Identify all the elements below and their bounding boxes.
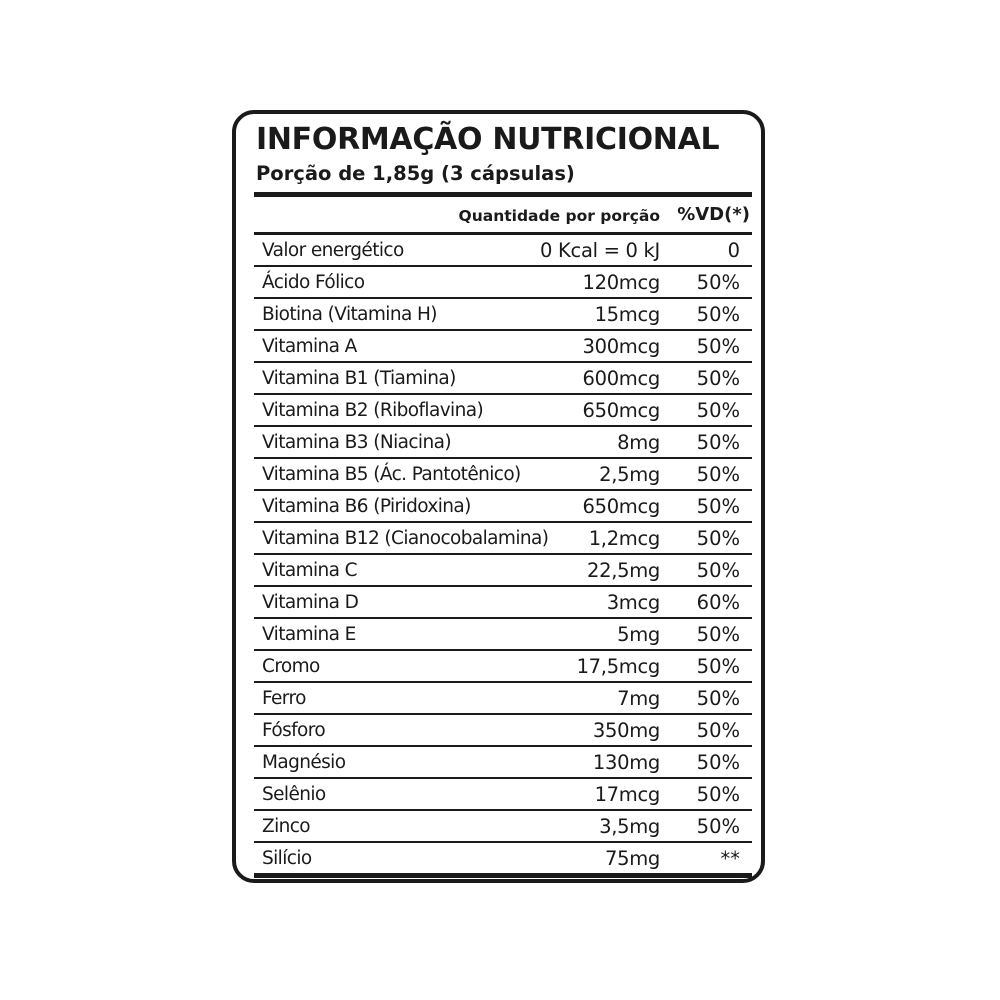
nutrient-amount: 8mg — [617, 431, 660, 454]
nutrient-name: Vitamina A — [262, 336, 357, 357]
nutrition-facts-panel — [232, 110, 765, 883]
nutrient-name: Selênio — [262, 784, 326, 805]
table-row — [254, 779, 752, 811]
nutrient-name: Vitamina D — [262, 592, 359, 613]
table-row — [254, 811, 752, 843]
nutrient-daily-value: 50% — [696, 623, 740, 646]
table-row — [254, 587, 752, 619]
daily-value-header: %VD(*) — [677, 204, 750, 225]
table-row — [254, 235, 752, 267]
nutrient-amount: 300mcg — [582, 335, 660, 358]
nutrient-name: Valor energético — [262, 240, 404, 261]
table-row — [254, 683, 752, 715]
table-row — [254, 299, 752, 331]
nutrient-name: Vitamina B1 (Tiamina) — [262, 368, 456, 389]
table-row — [254, 843, 752, 878]
nutrient-daily-value: 60% — [696, 591, 740, 614]
table-row — [254, 491, 752, 523]
table-row — [254, 363, 752, 395]
nutrient-name: Vitamina B12 (Cianocobalamina) — [262, 528, 549, 549]
nutrient-amount: 120mcg — [582, 271, 660, 294]
nutrient-amount: 17mcg — [594, 783, 660, 806]
nutrient-amount: 7mg — [617, 687, 660, 710]
nutrient-name: Vitamina B6 (Piridoxina) — [262, 496, 471, 517]
table-row — [254, 331, 752, 363]
nutrient-daily-value: 50% — [696, 271, 740, 294]
nutrient-daily-value: 50% — [696, 687, 740, 710]
nutrient-daily-value: 50% — [696, 655, 740, 678]
nutrient-amount: 650mcg — [582, 495, 660, 518]
nutrient-amount: 600mcg — [582, 367, 660, 390]
table-row — [254, 555, 752, 587]
nutrient-amount: 22,5mg — [587, 559, 660, 582]
serving-size: Porção de 1,85g (3 cápsulas) — [256, 162, 575, 185]
nutrient-daily-value: 50% — [696, 719, 740, 742]
nutrient-amount: 650mcg — [582, 399, 660, 422]
nutrient-daily-value: 50% — [696, 751, 740, 774]
table-row — [254, 715, 752, 747]
table-row — [254, 267, 752, 299]
nutrient-name: Vitamina B3 (Niacina) — [262, 432, 451, 453]
nutrient-name: Vitamina C — [262, 560, 358, 581]
nutrient-daily-value: 50% — [696, 335, 740, 358]
nutrient-daily-value: 50% — [696, 303, 740, 326]
table-row — [254, 619, 752, 651]
quantity-header: Quantidade por porção — [458, 207, 660, 225]
nutrient-name: Silício — [262, 848, 312, 869]
table-row — [254, 395, 752, 427]
nutrient-daily-value: 50% — [696, 495, 740, 518]
nutrient-name: Zinco — [262, 816, 311, 837]
nutrient-amount: 0 Kcal = 0 kJ — [540, 239, 660, 262]
nutrient-name: Vitamina B5 (Ác. Pantotênico) — [262, 464, 521, 485]
nutrient-name: Vitamina B2 (Riboflavina) — [262, 400, 484, 421]
nutrient-amount: 3,5mg — [599, 815, 660, 838]
table-row — [254, 747, 752, 779]
table-row — [254, 651, 752, 683]
nutrient-table — [254, 235, 752, 878]
nutrient-name: Vitamina E — [262, 624, 356, 645]
table-header — [254, 198, 752, 232]
nutrient-daily-value: 50% — [696, 463, 740, 486]
nutrient-amount: 350mg — [592, 719, 660, 742]
nutrient-name: Biotina (Vitamina H) — [262, 304, 437, 325]
nutrient-daily-value: 50% — [696, 367, 740, 390]
table-row — [254, 459, 752, 491]
panel-title: INFORMAÇÃO NUTRICIONAL — [256, 122, 720, 157]
nutrient-name: Ácido Fólico — [262, 272, 365, 293]
nutrient-amount: 130mg — [592, 751, 660, 774]
nutrient-amount: 17,5mcg — [576, 655, 660, 678]
nutrient-daily-value: 50% — [696, 559, 740, 582]
nutrient-daily-value: 50% — [696, 783, 740, 806]
nutrient-amount: 1,2mcg — [588, 527, 660, 550]
nutrient-name: Cromo — [262, 656, 320, 677]
nutrient-amount: 75mg — [605, 847, 660, 870]
nutrient-amount: 3mcg — [606, 591, 660, 614]
nutrient-amount: 5mg — [617, 623, 660, 646]
nutrient-daily-value: 50% — [696, 399, 740, 422]
nutrient-name: Fósforo — [262, 720, 326, 741]
nutrient-daily-value: 50% — [696, 431, 740, 454]
nutrient-amount: 15mcg — [594, 303, 660, 326]
divider-top — [254, 192, 752, 197]
nutrient-name: Magnésio — [262, 752, 346, 773]
table-row — [254, 523, 752, 555]
nutrient-daily-value: 0 — [727, 239, 740, 262]
nutrient-name: Ferro — [262, 688, 306, 709]
nutrient-daily-value: 50% — [696, 527, 740, 550]
nutrient-daily-value: ** — [720, 847, 740, 870]
table-row — [254, 427, 752, 459]
nutrient-daily-value: 50% — [696, 815, 740, 838]
nutrient-amount: 2,5mg — [599, 463, 660, 486]
